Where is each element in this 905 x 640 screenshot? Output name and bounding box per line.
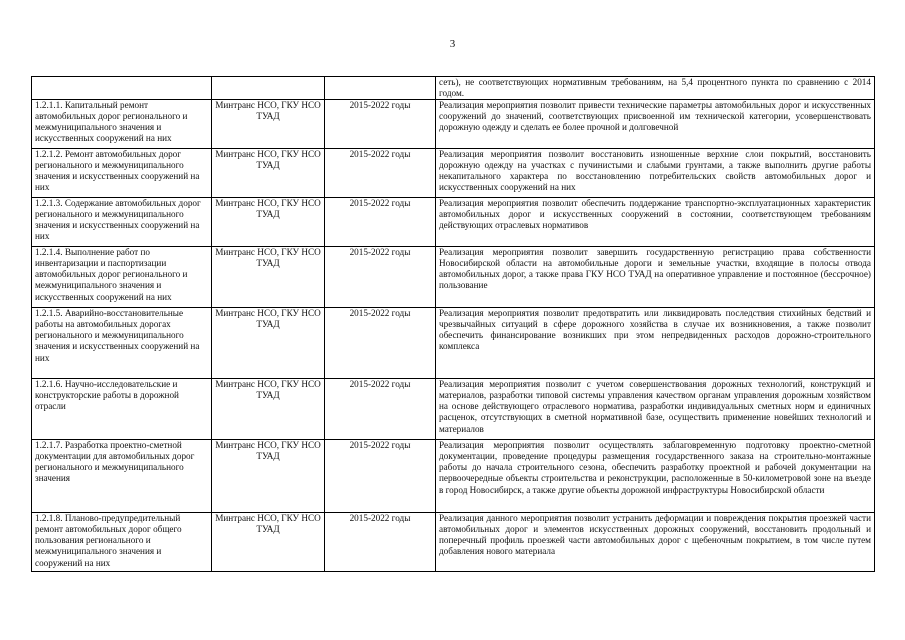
table-row bbox=[32, 513, 875, 572]
measure-name-cell: 1.2.1.1. Капитальный ремонт автомобильных дорог регионального и межмуниципального значения и искусственных сооружений на них bbox=[32, 100, 212, 149]
description-cell: Реализация мероприятия позволит завершить государственную регистрацию права собственности Новосибирской области на автомобильные дороги и земельные участки, входящие в полосы отвода автомобильных дорог, а также права ГКУ НСО ТУАД на оперативное управление и постоянное (бессрочное) пользование bbox=[436, 247, 875, 308]
executor-cell bbox=[212, 77, 325, 100]
description-cell: Реализация мероприятия позволит осуществлять заблаговременную подготовку проектно-сметной документации, проведение процедуры размещения государственного заказа на строительно-монтажные работы до начала строительного сезона, обеспечить разработку проектной и рабочей документации на первоочередные объекты строительства и реконструкции, расположенные в 50-километровой зоне на въезде в город Новосибирск, а также другие объекты дорожной инфраструктуры Новосибирской области bbox=[436, 440, 875, 513]
table-row bbox=[32, 198, 875, 247]
executor-cell: Минтранс НСО, ГКУ НСО ТУАД bbox=[212, 247, 325, 308]
page-number: 3 bbox=[449, 38, 456, 50]
executor-cell: Минтранс НСО, ГКУ НСО ТУАД bbox=[212, 198, 325, 247]
description-cell: Реализация мероприятия позволит обеспечить поддержание транспортно-эксплуатационных характеристик автомобильных дорог и искусственных сооружений в состоянии, соответствующем требованиям действующих отраслевых нормативов bbox=[436, 198, 875, 247]
description-cell: сеть), не соответствующих нормативным требованиям, на 5,4 процентного пункта по сравнению с 2014 годом. bbox=[436, 77, 875, 100]
term-cell: 2015-2022 годы bbox=[325, 379, 436, 440]
description-cell: Реализация мероприятия позволит привести технические параметры автомобильных дорог и искусственных сооружений до значений, соответствующих присвоенной им технической категории, усовершенствовать дорожную одежду и сделать ее более прочной и долговечной bbox=[436, 100, 875, 149]
executor-cell: Минтранс НСО, ГКУ НСО ТУАД bbox=[212, 513, 325, 572]
executor-cell: Минтранс НСО, ГКУ НСО ТУАД bbox=[212, 308, 325, 379]
program-measures-table bbox=[31, 76, 875, 572]
measure-name-cell: 1.2.1.3. Содержание автомобильных дорог регионального и межмуниципального значения и искусственных сооружений на них bbox=[32, 198, 212, 247]
table-row bbox=[32, 149, 875, 198]
measure-name-cell: 1.2.1.7. Разработка проектно-сметной документации для автомобильных дорог регионального и межмуниципального значения bbox=[32, 440, 212, 513]
measure-name-cell: 1.2.1.6. Научно-исследовательские и конструкторские работы в дорожной отрасли bbox=[32, 379, 212, 440]
table-row bbox=[32, 100, 875, 149]
term-cell: 2015-2022 годы bbox=[325, 308, 436, 379]
table-row bbox=[32, 379, 875, 440]
executor-cell: Минтранс НСО, ГКУ НСО ТУАД bbox=[212, 149, 325, 198]
table-row bbox=[32, 77, 875, 100]
description-cell: Реализация мероприятия позволит с учетом совершенствования дорожных технологий, конструкций и материалов, разработки типовой системы управления качеством органам управления дорожным хозяйством на основе действующего отраслевого норматива, разработки индивидуальных сметных норм и единичных расценок, отсутствующих в сметной нормативной базе, осуществить применение новейших технологий и материалов bbox=[436, 379, 875, 440]
term-cell: 2015-2022 годы bbox=[325, 149, 436, 198]
description-cell: Реализация мероприятия позволит предотвратить или ликвидировать последствия стихийных бедствий и чрезвычайных ситуаций в сфере дорожного хозяйства в случае их возникновения, а также позволит обеспечить финансирование возникших при этом непредвиденных расходов дорожно-строительного комплекса bbox=[436, 308, 875, 379]
term-cell: 2015-2022 годы bbox=[325, 440, 436, 513]
measure-name-cell: 1.2.1.2. Ремонт автомобильных дорог регионального и межмуниципального значения и искусственных сооружений на них bbox=[32, 149, 212, 198]
table-row bbox=[32, 440, 875, 513]
executor-cell: Минтранс НСО, ГКУ НСО ТУАД bbox=[212, 100, 325, 149]
term-cell: 2015-2022 годы bbox=[325, 247, 436, 308]
executor-cell: Минтранс НСО, ГКУ НСО ТУАД bbox=[212, 440, 325, 513]
executor-cell: Минтранс НСО, ГКУ НСО ТУАД bbox=[212, 379, 325, 440]
measure-name-cell: 1.2.1.8. Планово-предупредительный ремонт автомобильных дорог общего пользования регионального и межмуниципального значения и сооружений на них bbox=[32, 513, 212, 572]
term-cell: 2015-2022 годы bbox=[325, 100, 436, 149]
description-cell: Реализация данного мероприятия позволит устранить деформации и повреждения покрытия проезжей части автомобильных дорог и элементов искусственных дорожных сооружений, восстановить продольный и поперечный профиль проезжей части автомобильных дорог с щебеночным покрытием, в том числе путем добавления нового материала bbox=[436, 513, 875, 572]
measure-name-cell: 1.2.1.4. Выполнение работ по инвентаризации и паспортизации автомобильных дорог регионального и межмуниципального значения и искусственных сооружений на них bbox=[32, 247, 212, 308]
measure-name-cell bbox=[32, 77, 212, 100]
term-cell: 2015-2022 годы bbox=[325, 513, 436, 572]
description-cell: Реализация мероприятия позволит восстановить изношенные верхние слои покрытий, восстановить дорожную одежду на участках с пучинистыми и слабыми грунтами, а также выполнить другие работы некапитального характера по восстановлению потребительских свойств автомобильных дорог и искусственных сооружений на них bbox=[436, 149, 875, 198]
measure-name-cell: 1.2.1.5. Аварийно-восстановительные работы на автомобильных дорогах регионального и межмуниципального значения и искусственных сооружений на них bbox=[32, 308, 212, 379]
table-row bbox=[32, 247, 875, 308]
term-cell bbox=[325, 77, 436, 100]
table-row bbox=[32, 308, 875, 379]
term-cell: 2015-2022 годы bbox=[325, 198, 436, 247]
